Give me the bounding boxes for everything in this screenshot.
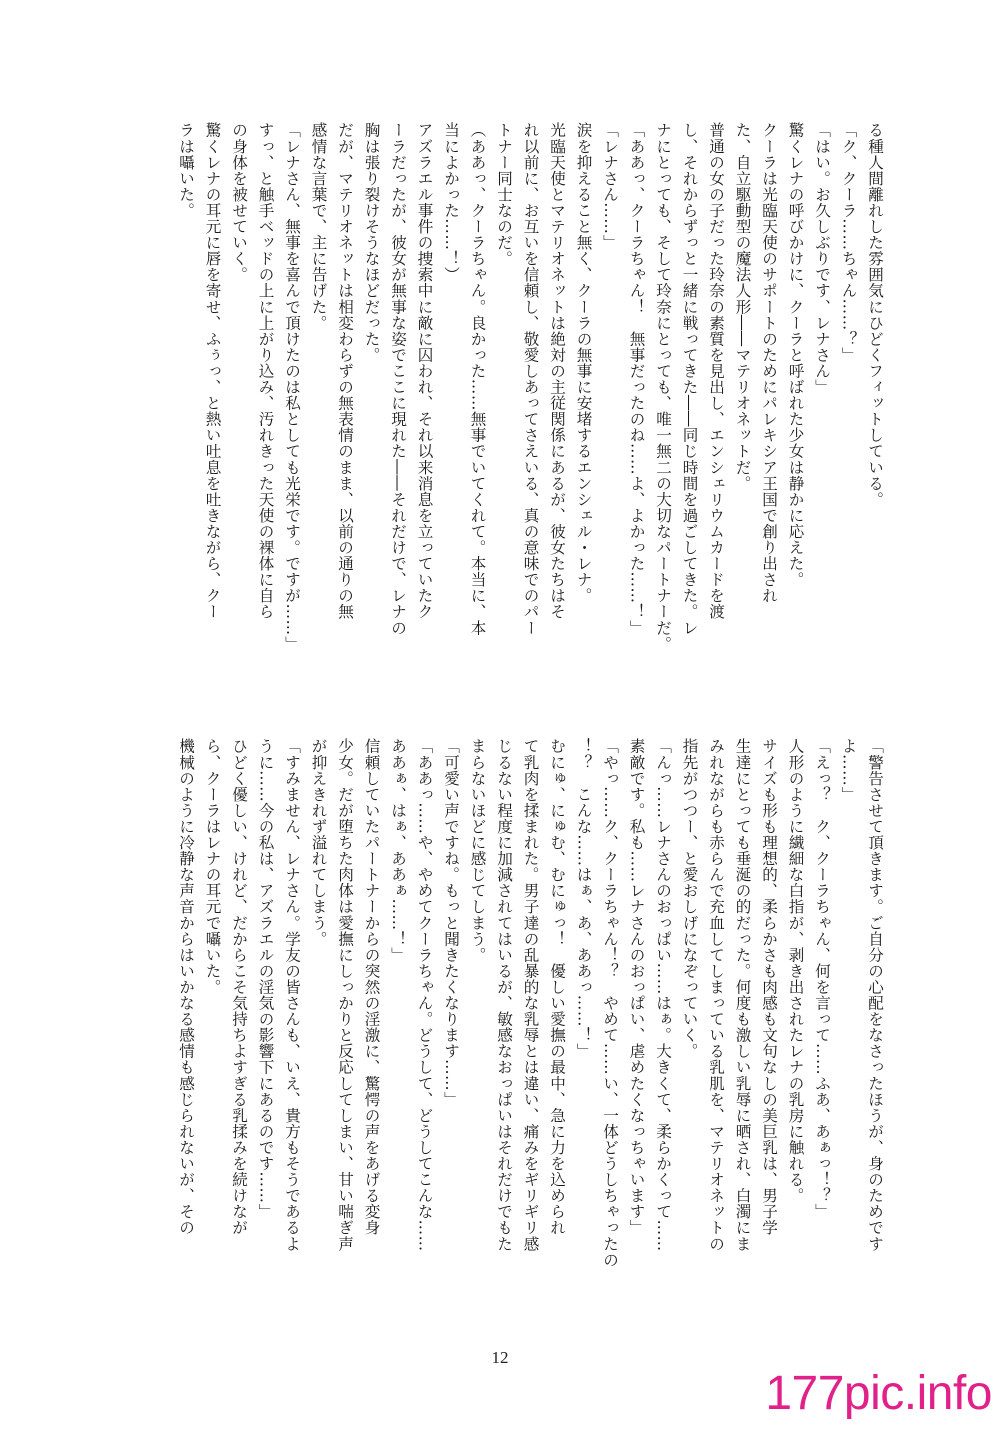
site-watermark: 177pic.info	[765, 1367, 992, 1420]
text-block-upper: る種人間離れした雰囲気にひどくフィットしている。 「ク、クーラ……ちゃん……？」 「はい。お久しぶりです、レナさん」 驚くレナの呼びかけに、クーラと呼ばれた少女は静かに応えた。 クーラは光臨天使のサポートのためにパレキシア王国で創り出され た、自立駆動型の魔法人形――マテリオネットだ。 普通の女の子だった玲奈の素質を見出し、エンシェリウムカードを渡 し、それからずっと一緒に戦ってきた――同じ時間を過ごしてきた。レ ナにとっても、そして玲奈にとっても、唯一無二の大切なパートナーだ。 「ああっ、クーラちゃん！ 無事だったのね……よ、よかった……！」 「レナさん……」 涙を抑えること無く、クーラの無事に安堵するエンシェル・レナ。 光臨天使とマテリオネットは絶対の主従関係にあるが、彼女たちはそ れ以前に、お互いを信頼し、敬愛しあってさえいる、真の意味でのパー トナー同士なのだ。 （ああっ、クーラちゃん。良かった……無事でいてくれて。本当に、本 当によかった……！） アズラエル事件の捜索中に敵に囚われ、それ以来消息を立っていたク ーラだったが、彼女が無事な姿でここに現れた――それだけで、レナの 胸は張り裂けそうなほどだった。 だが、マテリオネットは相変わらずの無表情のまま、以前の通りの無 感情な言葉で、主に告げた。 「レナさん、無事を喜んで頂けたのは私としても光栄です。ですが……」 すっ、と触手ベッドの上に上がり込み、汚れきった天使の裸体に自ら の身体を被せていく。 驚くレナの耳元に唇を寄せ、ふぅっ、と熱い吐息を吐きながら、クー ラは囁いた。	[177, 122, 884, 652]
text-block-lower: 「警告させて頂きます。ご自分の心配をなさったほうが、身のためです よ……」 「えっ？ ク、クーラちゃん、何を言って……ふあ、あぁっ！？」 人形のように繊細な白指が、剥き出されたレナの乳房に触れる。 サイズも形も理想的、柔らかさも肉感も文句なしの美巨乳は、男子学 生達にとっても垂涎の的だった。何度も激しい乳辱に晒され、白濁にま みれながらも赤らんで充血してしまっている乳肌を、マテリオネットの 指先がつつー、と愛おしげになぞっていく。 「んっ……レナさんのおっぱい……はぁ。大きくて、柔らかくって…… 素敵です。私も……レナさんのおっぱい、虐めたくなっちゃいます」 「やっ……ク、クーラちゃん！？ やめて……い、一体どうしちゃったの ！？ こんな……はぁ、あ、ああっ……！」 むにゅ、にゅむ、むにゅっ！ 優しい愛撫の最中、急に力を込められ て乳肉を揉まれた。男子達の乱暴的な乳辱とは違い、痛みをギリギリ感 じるない程度に加減されてはいるが、敏感なおっぱいはそれだけでもた まらないほどに感じてしまう。 「可愛い声ですね。もっと聞きたくなります……」 「ああっ……や、やめてクーラちゃん。どうして、どうしてこんな…… ああぁ、はぁ、ああぁ……！」 信頼していたパートナーからの突然の淫激に、驚愕の声をあげる変身 少女。だが堕ちた肉体は愛撫にしっかりと反応してしまい、甘い喘ぎ声 が抑えきれず溢れてしまう。 「すみません、レナさん。学友の皆さんも、いえ、貴方もそうであるよ うに……今の私は、アズラエルの淫気の影響下にあるのです……」 ひどく優しい、けれど、だからこそ気持ちよすぎる乳揉みを続けなが ら、クーラはレナの耳元で囁いた。 機械のように冷静な声音からはいかなる感情も感じられないが、その	[177, 738, 884, 1268]
page-number: 12	[491, 1348, 509, 1367]
